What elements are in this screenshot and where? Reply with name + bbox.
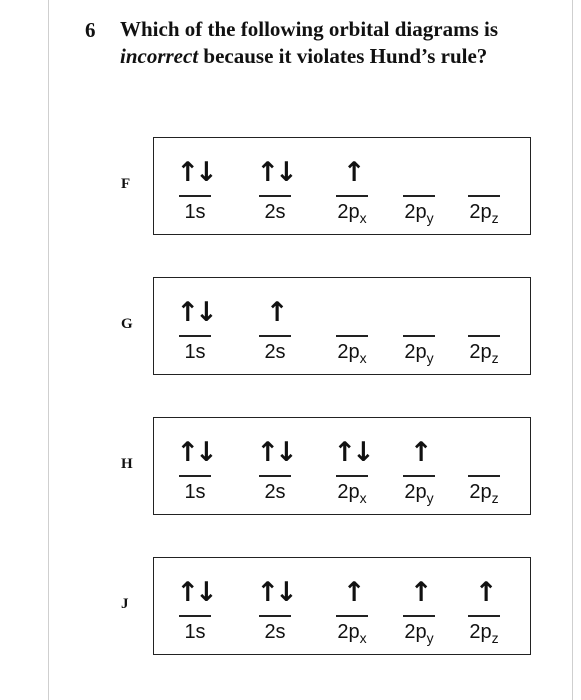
orbital-label: $2p_x$ (337, 201, 367, 226)
orbital-2s (253, 418, 297, 514)
orbital-2px (330, 278, 374, 374)
orbital-2pz (462, 558, 506, 654)
orbital-line (259, 195, 291, 197)
orbital-label: $2p_x$ (337, 481, 367, 506)
electron-arrows: ↑↓ (176, 577, 214, 608)
electron-arrows: ↑↓ (256, 157, 294, 188)
orbital-line (259, 335, 291, 337)
orbital-2py (397, 558, 441, 654)
orbital-line (403, 615, 435, 617)
electron-arrows (397, 292, 441, 334)
orbital-line (403, 335, 435, 337)
question-text (120, 16, 540, 70)
orbital-1s (173, 418, 217, 514)
electron-arrows (330, 292, 374, 334)
orbital-line (179, 475, 211, 477)
orbital-1s (173, 278, 217, 374)
orbital-line (179, 615, 211, 617)
question-text-before: Which of the following orbital diagrams is (120, 17, 499, 41)
orbital-label: 2s (264, 341, 286, 363)
orbital-diagram-g[interactable] (153, 277, 531, 375)
orbital-line (336, 335, 368, 337)
orbital-2py (397, 138, 441, 234)
orbital-label: $2p_z$ (469, 341, 499, 366)
orbital-line (403, 475, 435, 477)
orbital-line (403, 195, 435, 197)
electron-arrows: ↑ (265, 297, 285, 328)
orbital-label: 2s (264, 621, 286, 643)
orbital-diagram-j[interactable] (153, 557, 531, 655)
orbital-2pz (462, 418, 506, 514)
orbital-2py (397, 418, 441, 514)
electron-arrows: ↑↓ (256, 577, 294, 608)
page-margin-line-left (48, 0, 49, 700)
electron-arrows: ↑↓ (256, 437, 294, 468)
question-text-emphasis: incorrect (120, 44, 199, 68)
electron-arrows: ↑ (409, 577, 429, 608)
orbital-line (336, 475, 368, 477)
orbital-2px (330, 558, 374, 654)
orbital-label: 1s (184, 201, 206, 223)
electron-arrows: ↑↓ (176, 437, 214, 468)
orbital-label: 1s (184, 621, 206, 643)
orbital-2s (253, 138, 297, 234)
orbital-line (336, 615, 368, 617)
orbital-2s (253, 278, 297, 374)
electron-arrows (462, 432, 506, 474)
orbital-label: $2p_y$ (404, 621, 434, 646)
orbital-label: 1s (184, 341, 206, 363)
choice-letter-j[interactable]: J (121, 596, 129, 612)
question-number: 6 (85, 18, 96, 42)
orbital-label: $2p_z$ (469, 201, 499, 226)
electron-arrows: ↑↓ (176, 297, 214, 328)
page-margin-line-right (572, 0, 573, 700)
choice-letter-f[interactable]: F (121, 176, 131, 192)
orbital-line (468, 195, 500, 197)
electron-arrows: ↑↓ (176, 157, 214, 188)
electron-arrows: ↑↓ (333, 437, 371, 468)
electron-arrows: ↑ (474, 577, 494, 608)
orbital-line (336, 195, 368, 197)
choice-letter-h[interactable]: H (121, 456, 133, 472)
orbital-label: $2p_z$ (469, 621, 499, 646)
orbital-label: 1s (184, 481, 206, 503)
orbital-2pz (462, 138, 506, 234)
electron-arrows: ↑ (409, 437, 429, 468)
electron-arrows: ↑ (342, 577, 362, 608)
orbital-diagram-f[interactable] (153, 137, 531, 235)
orbital-line (468, 615, 500, 617)
orbital-label: $2p_y$ (404, 341, 434, 366)
orbital-label: $2p_y$ (404, 481, 434, 506)
orbital-label: $2p_x$ (337, 341, 367, 366)
orbital-line (259, 475, 291, 477)
electron-arrows: ↑ (342, 157, 362, 188)
orbital-line (468, 335, 500, 337)
orbital-diagram-h[interactable] (153, 417, 531, 515)
question-text-after: because it violates Hund’s rule? (198, 44, 488, 68)
orbital-line (468, 475, 500, 477)
choice-letter-g[interactable]: G (121, 316, 133, 332)
orbital-1s (173, 558, 217, 654)
electron-arrows (462, 152, 506, 194)
orbital-1s (173, 138, 217, 234)
orbital-label: $2p_y$ (404, 201, 434, 226)
orbital-2px (330, 418, 374, 514)
orbital-2pz (462, 278, 506, 374)
orbital-line (179, 195, 211, 197)
orbital-line (259, 615, 291, 617)
orbital-label: $2p_z$ (469, 481, 499, 506)
orbital-label: 2s (264, 201, 286, 223)
electron-arrows (397, 152, 441, 194)
electron-arrows (462, 292, 506, 334)
orbital-2py (397, 278, 441, 374)
orbital-line (179, 335, 211, 337)
orbital-2px (330, 138, 374, 234)
orbital-2s (253, 558, 297, 654)
orbital-label: 2s (264, 481, 286, 503)
orbital-label: $2p_x$ (337, 621, 367, 646)
